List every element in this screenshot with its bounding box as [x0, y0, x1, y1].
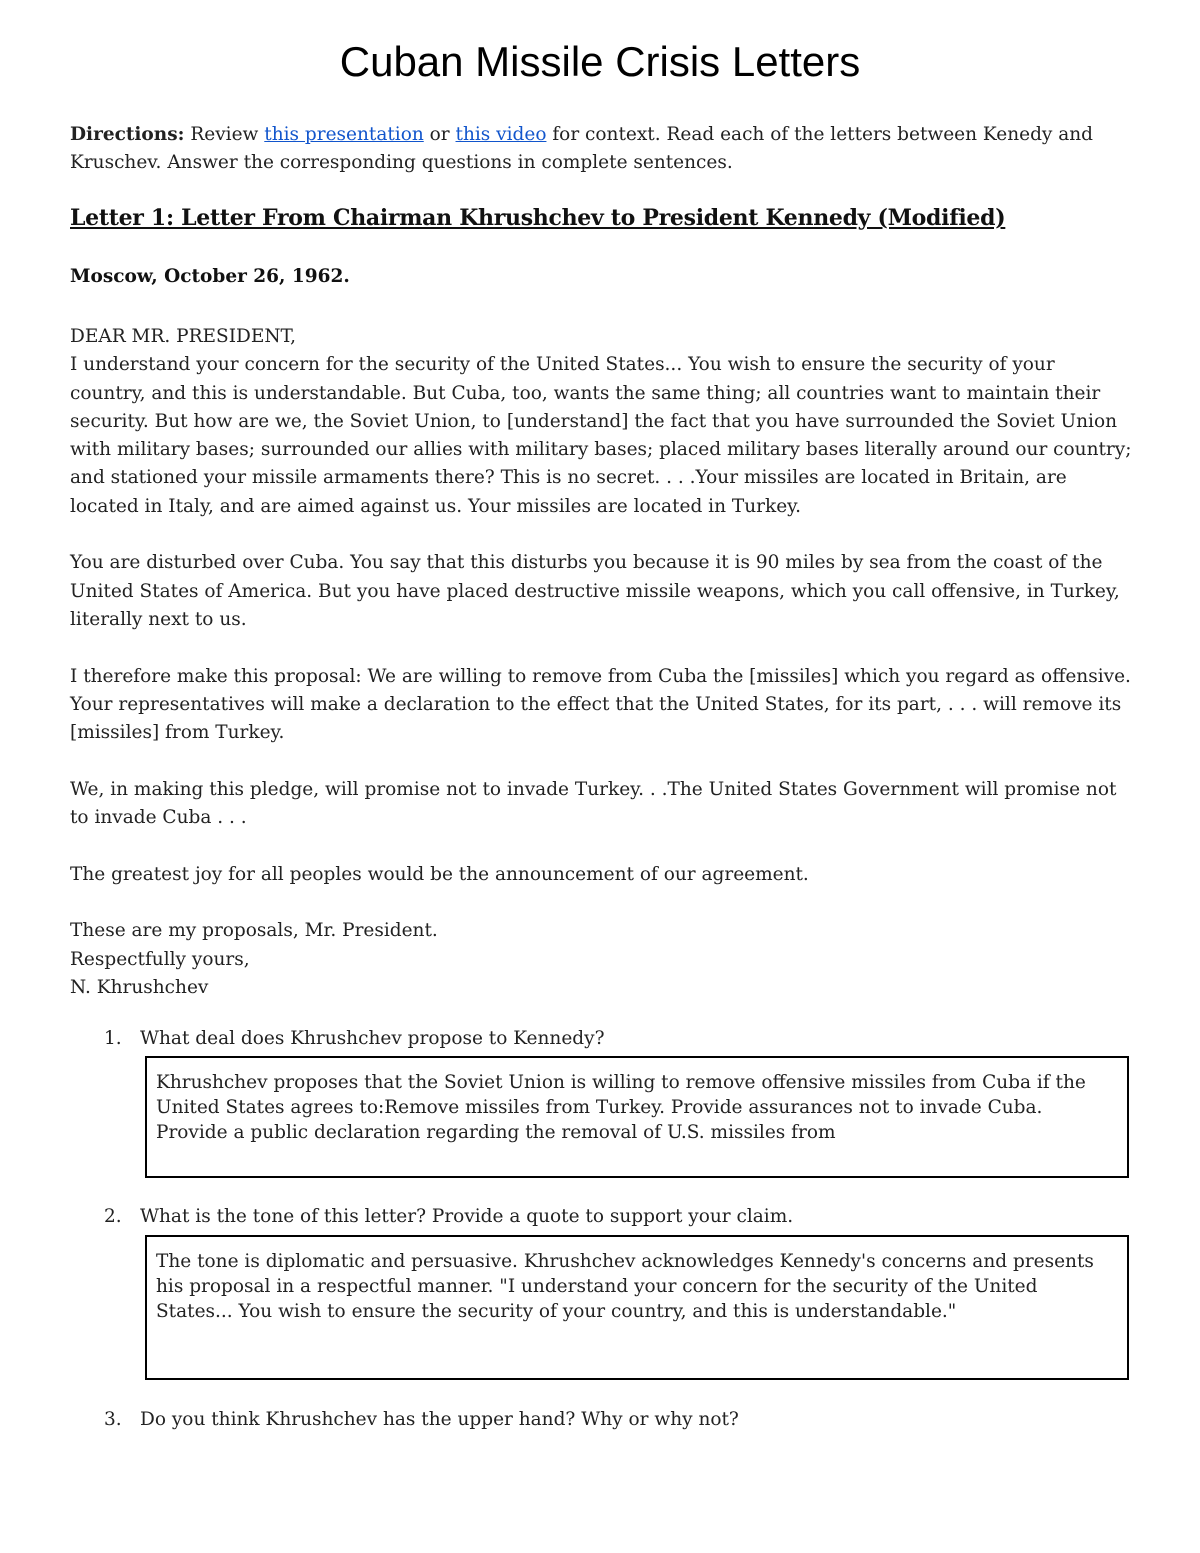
presentation-link[interactable]: this presentation: [264, 124, 424, 145]
question-1: [104, 1028, 605, 1049]
letter-date: Moscow, October 26, 1962.: [70, 266, 350, 287]
question-3: [104, 1409, 739, 1430]
letter-paragraph-3: I therefore make this proposal: We are willing to remove from Cuba the [missiles] which you regard as offensive. Your representatives will make a declaration to the effect that the United States, for its part, . . . will remove its [missiles] from Turkey.: [70, 665, 1131, 744]
question-text: Do you think Khrushchev has the upper hand? Why or why not?: [140, 1409, 739, 1430]
document-title: Cuban Missile Crisis Letters: [339, 38, 861, 85]
directions-text-before: Review: [184, 124, 265, 145]
question-number: 3.: [104, 1409, 122, 1430]
letter-body: [70, 323, 1132, 1002]
question-text: What is the tone of this letter? Provide a quote to support your claim.: [140, 1206, 794, 1227]
directions-text-after: for context. Read each of the letters between Kenedy and Kruschev. Answer the corresponding questions in complete sentences.: [70, 124, 1094, 174]
question-text: What deal does Khrushchev propose to Kennedy?: [140, 1028, 605, 1049]
closing-line-respectfully: Respectfully yours,: [70, 948, 250, 970]
letter-salutation: DEAR MR. PRESIDENT,: [70, 326, 297, 347]
letter-paragraph-1: I understand your concern for the security of the United States... You wish to ensure the security of your country, and this is understandable. But Cuba, too, wants the same thing; all countries want to maintain their security. But how are we, the Soviet Union, to [understand] the fact that you have surrounded the Soviet Union with military bases; surrounded our allies with military bases; placed military bases literally around our country; and stationed your missile armaments there? This is no secret. . . .Your missiles are located in Britain, are located in Italy, and are aimed against us. Your missiles are located in Turkey.: [70, 354, 1132, 517]
letter-heading: Letter 1: Letter From Chairman Khrushchev to President Kennedy (Modified): [70, 205, 1006, 231]
question-number: 1.: [104, 1028, 122, 1049]
letter-closing: [70, 917, 1132, 1002]
letter-paragraph-4: We, in making this pledge, will promise not to invade Turkey. . .The United States Government will promise not to invade Cuba . . .: [70, 778, 1117, 829]
answer-box-1[interactable]: Khrushchev proposes that the Soviet Union is willing to remove offensive missiles from Cuba if the United States agrees to:Remove missiles from Turkey. Provide assurances not to invade Cuba. Provide a public declaration regarding the removal of U.S. missiles from: [145, 1056, 1129, 1178]
directions-label: Directions:: [70, 124, 185, 145]
letter-paragraph-2: You are disturbed over Cuba. You say that this disturbs you because it is 90 miles by sea from the coast of the United States of America. But you have placed destructive missile weapons, which you call offensive, in Turkey, literally next to us.: [70, 552, 1120, 630]
question-number: 2.: [104, 1206, 122, 1227]
closing-line-proposals: These are my proposals, Mr. President.: [70, 920, 438, 942]
directions: [70, 121, 1132, 178]
signature: N. Khrushchev: [70, 976, 209, 998]
letter-paragraph-5: The greatest joy for all peoples would be the announcement of our agreement.: [70, 863, 809, 885]
question-2: [104, 1206, 793, 1227]
directions-text-middle: or: [423, 124, 456, 145]
video-link[interactable]: this video: [455, 124, 547, 145]
answer-box-2[interactable]: The tone is diplomatic and persuasive. Khrushchev acknowledges Kennedy's concerns and presents his proposal in a respectful manner. "I understand your concern for the security of the United States... You wish to ensure the security of your country, and this is understandable.": [145, 1235, 1129, 1380]
